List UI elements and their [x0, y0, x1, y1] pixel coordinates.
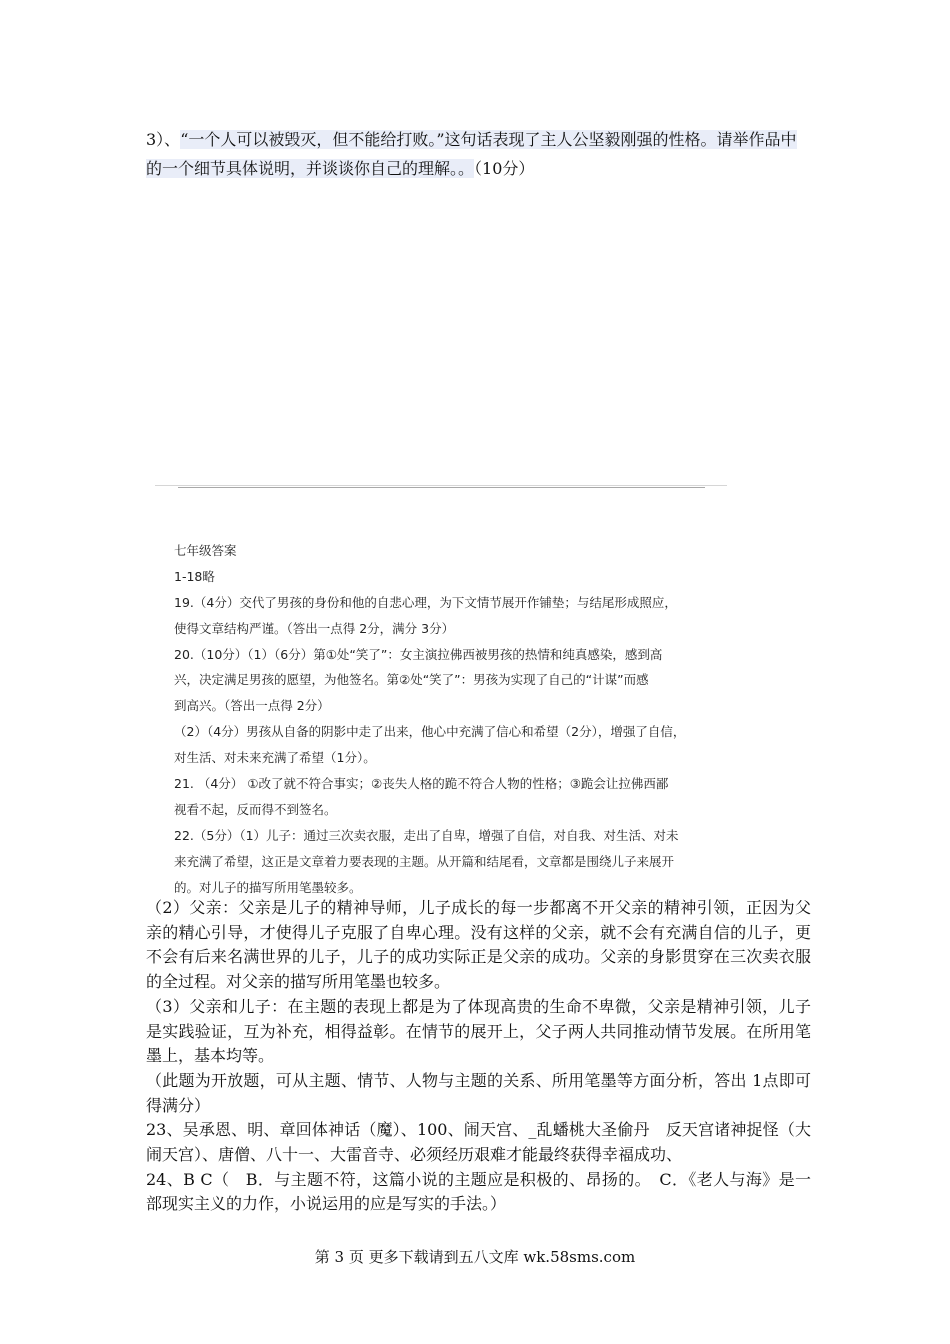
answer-line: 1-18略 [174, 568, 215, 584]
paragraph-father-and-son: （3）父亲和儿子：在主题的表现上都是为了体现高贵的生命不卑微，父亲是精神引领，儿子是实践验证，互为补充，相得益彰。在情节的展开上，父子两人共同推动情节发展。在所用笔墨上，基本均等。 [146, 996, 811, 1066]
question-3 [146, 125, 811, 183]
paragraph-father: （2）父亲：父亲是儿子的精神导师，儿子成长的每一步都离不开父亲的精神引领，正因为父亲的精心引导，才使得儿子克服了自卑心理。没有这样的父亲，就不会有充满自信的儿子，更不会有后来名满世界的儿子，儿子的成功实际正是父亲的成功。父亲的身影贯穿在三次卖衣服的全过程。对父亲的描写所用笔墨也较多。 [146, 898, 811, 992]
answer-line: 七年级答案 [174, 543, 237, 558]
divider-outer [155, 485, 727, 486]
answer-line: （2）（4分）男孩从自备的阴影中走了出来，他心中充满了信心和希望（2分），增强了自信， [174, 724, 686, 740]
paragraph-answer-23: 23、吴承恩、明、章回体神话（魔）、100、闹天宫、_乱蟠桃大圣偷丹 反天宫诸神捉怪（大闹天宫）、唐僧、八十一、大雷音寺、必须经历艰难才能最终获得幸福成功、 [146, 1120, 811, 1165]
divider-inner [178, 487, 705, 488]
answer-line: 兴，决定满足男孩的愿望，为他签名。第②处“笑了”：男孩为实现了自己的“计谋”而感 [174, 672, 649, 688]
answer-line: 视看不起，反而得不到签名。 [174, 801, 337, 817]
answer-body [146, 896, 811, 1217]
answer-key-scan [174, 538, 714, 900]
page-footer: 第 3 页 更多下载请到五八文库 wk.58sms.com [314, 1248, 636, 1266]
question-3-label: 3）、 [146, 130, 181, 149]
question-3-text: “一个人可以被毁灭，但不能给打败。”这句话表现了主人公坚毅刚强的性格。请举作品中的一个细节具体说明，并谈谈你自己的理解。。 [146, 130, 797, 178]
answer-line: 使得文章结构严谨。（答出一点得 2分，满分 3分） [174, 620, 455, 636]
answer-line: 到高兴。（答出一点得 2分） [174, 698, 330, 714]
answer-line: 19.（4分）交代了男孩的身份和他的自悲心理，为下文情节展开作铺垫；与结尾形成照应， [174, 594, 677, 610]
answer-line: 21. （4分） ①改了就不符合事实；②丧失人格的跪不符合人物的性格；③跪会让拉佛西鄙 [174, 776, 669, 792]
paragraph-answer-24: 24、B C（ B．与主题不符，这篇小说的主题应是积极的、昂扬的。 C．《老人与海》是一部现实主义的力作，小说运用的应是写实的手法。） [146, 1169, 811, 1214]
paragraph-open-question-note: （此题为开放题，可从主题、情节、人物与主题的关系、所用笔墨等方面分析，答出 1点即可得满分） [146, 1070, 811, 1115]
answer-line: 22.（5分）（1）儿子：通过三次卖衣服，走出了自卑，增强了自信，对自我、对生活、对未 [174, 827, 679, 843]
answer-line: 的。对儿子的描写所用笔墨较多。 [174, 879, 362, 895]
answer-line: 对生活、对未来充满了希望（1分）。 [174, 750, 376, 766]
answer-line: 来充满了希望，这正是文章着力要表现的主题。从开篇和结尾看，文章都是围绕儿子来展开 [174, 853, 675, 869]
answer-line: 20.（10分）（1）（6分）第①处“笑了”：女主演拉佛西被男孩的热情和纯真感染，感到高 [174, 646, 663, 662]
question-3-score: （10分） [474, 159, 535, 178]
